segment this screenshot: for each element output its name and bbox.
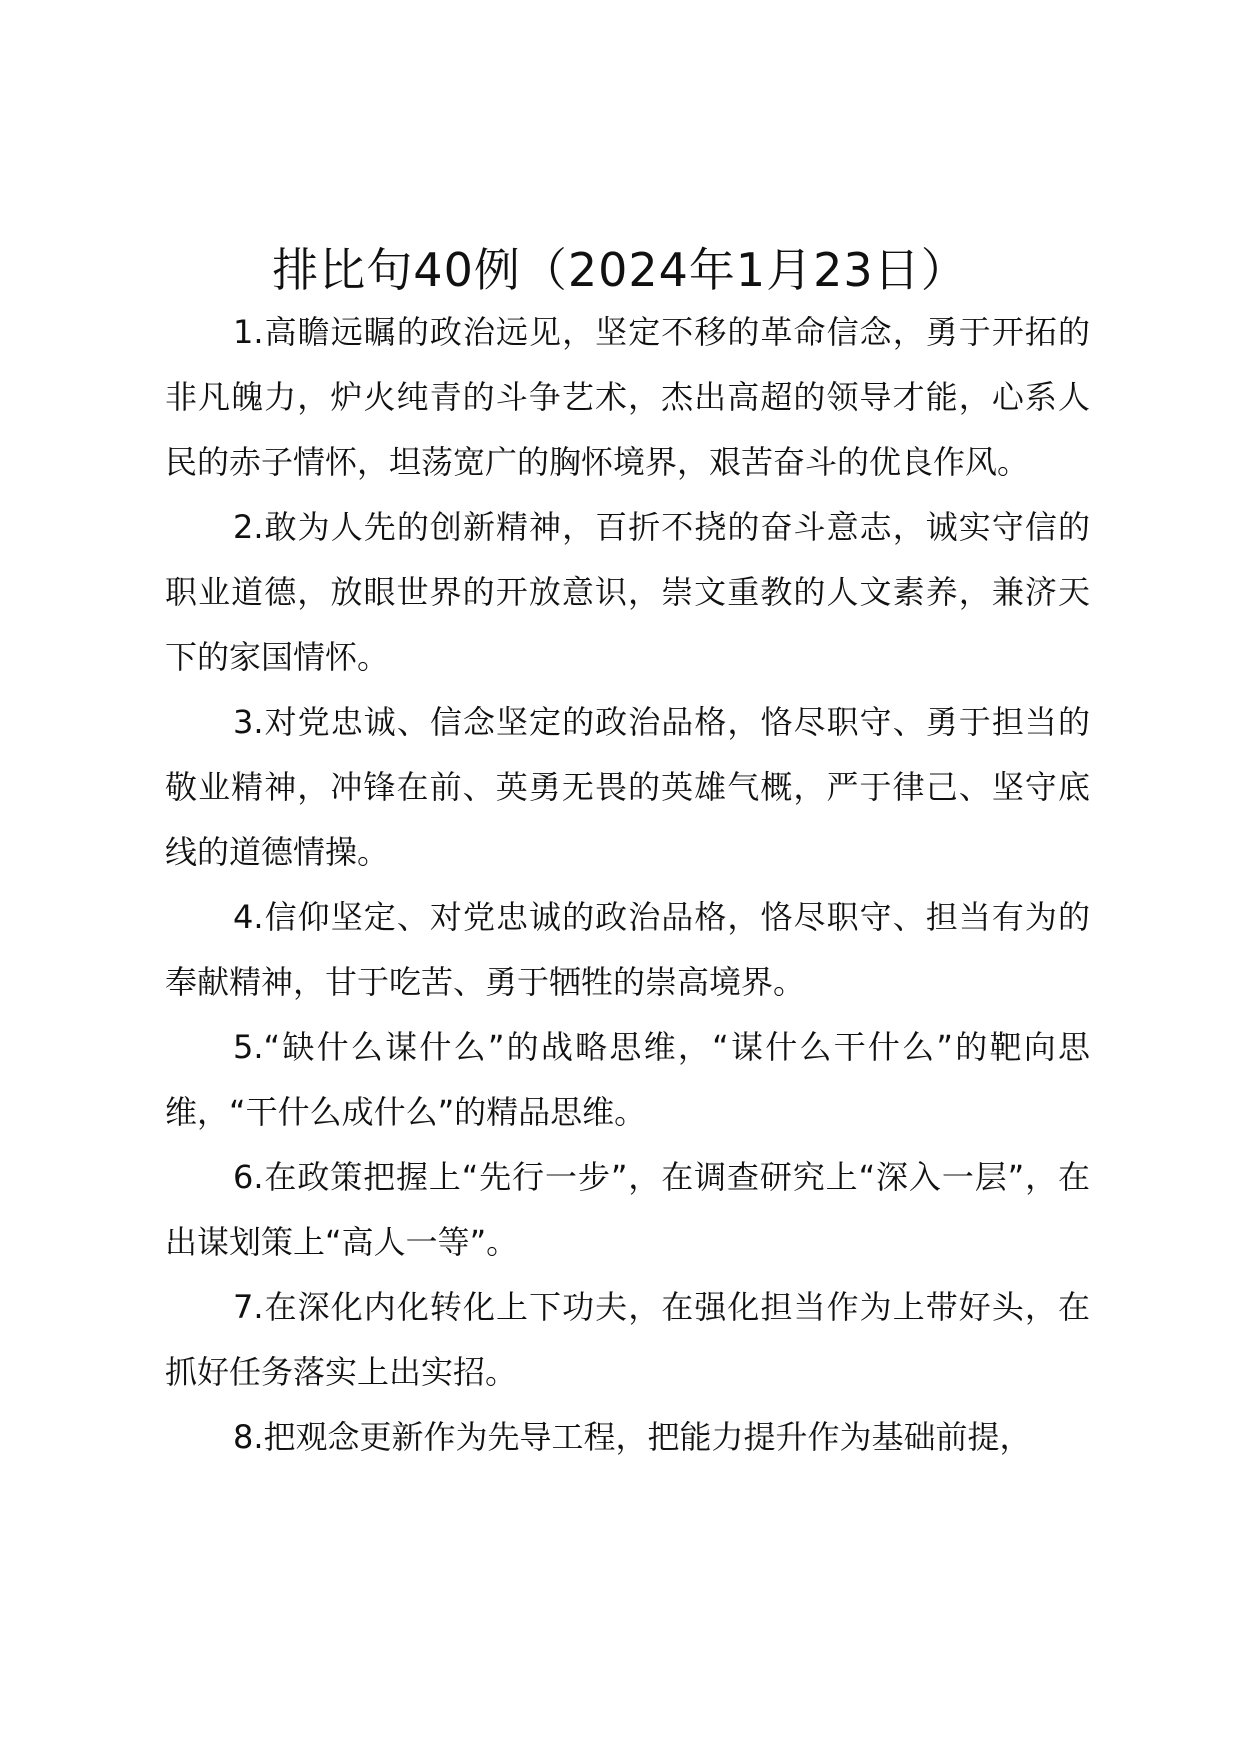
paragraph-2: 2.敢为人先的创新精神，百折不挠的奋斗意志，诚实守信的职业道德，放眼世界的开放意识，崇文重教的人文素养，兼济天下的家国情怀。 (165, 508, 1090, 676)
document-title: 排比句40例（2024年1月23日） (272, 243, 968, 297)
paragraph-5: 5.“缺什么谋什么”的战略思维，“谋什么干什么”的靶向思维，“干什么成什么”的精品思维。 (165, 1028, 1090, 1131)
paragraph-1: 1.高瞻远瞩的政治远见，坚定不移的革命信念，勇于开拓的非凡魄力，炉火纯青的斗争艺术，杰出高超的领导才能，心系人民的赤子情怀，坦荡宽广的胸怀境界，艰苦奋斗的优良作风。 (165, 313, 1090, 481)
paragraph-7: 7.在深化内化转化上下功夫，在强化担当作为上带好头，在抓好任务落实上出实招。 (165, 1288, 1090, 1391)
document-body (165, 300, 1090, 1470)
paragraph-8: 8.把观念更新作为先导工程，把能力提升作为基础前提， (233, 1418, 1032, 1456)
paragraph-4: 4.信仰坚定、对党忠诚的政治品格，恪尽职守、担当有为的奉献精神，甘于吃苦、勇于牺牲的崇高境界。 (165, 898, 1090, 1001)
paragraph-6: 6.在政策把握上“先行一步”，在调查研究上“深入一层”，在出谋划策上“高人一等”。 (165, 1158, 1090, 1261)
paragraph-3: 3.对党忠诚、信念坚定的政治品格，恪尽职守、勇于担当的敬业精神，冲锋在前、英勇无畏的英雄气概，严于律己、坚守底线的道德情操。 (165, 703, 1090, 871)
